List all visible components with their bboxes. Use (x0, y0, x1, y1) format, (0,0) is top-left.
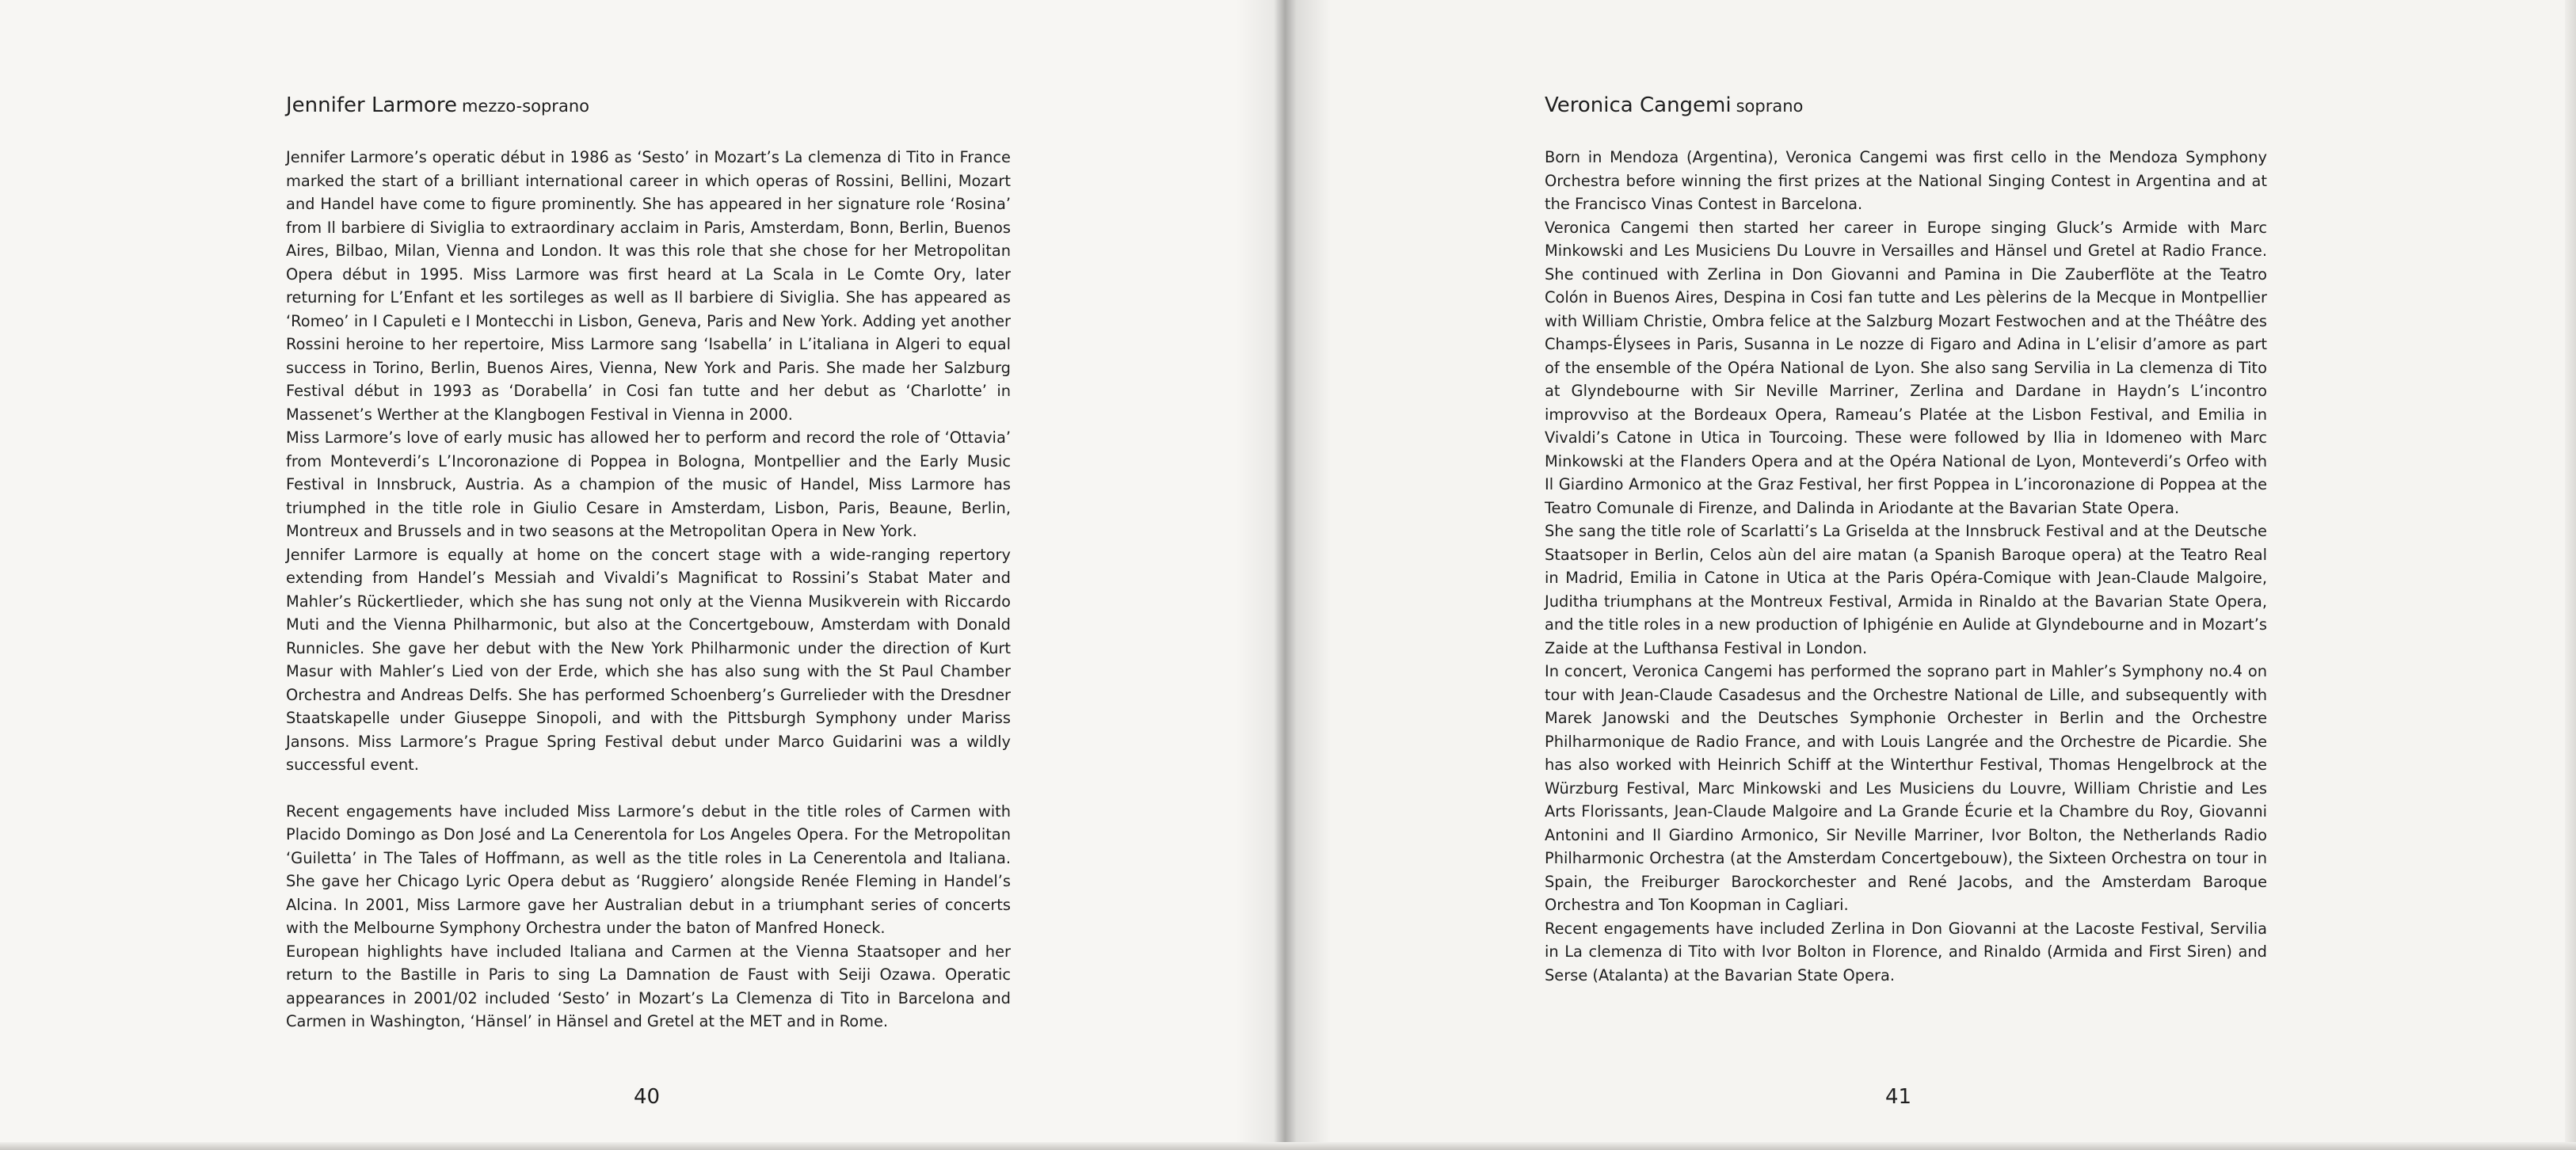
biography-paragraph: Veronica Cangemi then started her career in Europe singing Gluck’s Armide with Marc Minkowski and Les Musiciens Du Louvre in Versailles and Hänsel und Gretel at Radio France. She continued with Zerlina in Don Giovanni and Pamina in Die Zauberflöte at the Teatro Colón in Buenos Aires, Despina in Cosi fan tutte and Les pèlerins de la Mecque in Montpellier with William Christie, Ombra felice at the Salzburg Mozart Festwochen and at the Théâtre des Champs-Élysees in Paris, Susanna in Le nozze di Figaro and Adina in L’elisir d’amore as part of the ensemble of the Opéra National de Lyon. She also sang Servilia in La clemenza di Tito at Glyndebourne with Sir Neville Marriner, Zerlina and Dardane in Haydn’s L’incontro improvviso at the Bordeaux Opera, Rameau’s Platée at the Lisbon Festival, and Emilia in Vivaldi’s Catone in Utica in Tourcoing. These were followed by Ilia in Idomeneo with Marc Minkowski at the Flanders Opera and at the Opéra National de Lyon, Monteverdi’s Orfeo with Il Giardino Armonico at the Graz Festival, her first Poppea in L’incoronazione di Poppea at the Teatro Comunale di Firenze, and Dalinda in Ariodante at the Bavarian State Opera. (1545, 218, 2267, 517)
page-edge-right (2565, 0, 2576, 1150)
voice-type: mezzo-soprano (461, 97, 589, 116)
biography-paragraph: In concert, Veronica Cangemi has performed the soprano part in Mahler’s Symphony no.4 on tour with Jean-Claude Casadesus and the Orchestre National de Lille, and subsequently with Marek Janowski and the Deutsches Symphonie Orchester in Berlin and the Orchestre Philharmonique de Radio France, and with Louis Langrée and the Orchestre de Picardie. She has also worked with Heinrich Schiff at the Winterthur Festival, Thomas Hengelbrock at the Würzburg Festival, Marc Minkowski and Les Musiciens du Louvre, William Christie and Les Arts Florissants, Jean-Claude Malgoire and La Grande Écurie et la Chambre du Roy, Giovanni Antonini and Il Giardino Armonico, Sir Neville Marriner, Ivor Bolton, the Netherlands Radio Philharmonic Orchestra (at the Amsterdam Concertgebouw), the Sixteen Orchestra on tour in Spain, the Freiburger Barockorchester and René Jacobs, and the Amsterdam Baroque Orchestra and Ton Koopman in Cagliari. (1545, 662, 2267, 914)
biography-paragraph: Born in Mendoza (Argentina), Veronica Cangemi was first cello in the Mendoza Symphony Orchestra before winning the first prizes at the National Singing Contest in Argentina and at the Francisco Vinas Contest in Barcelona. (1545, 148, 2267, 213)
voice-type: soprano (1736, 97, 1804, 116)
left-page-text-column (286, 92, 1011, 1034)
artist-name: Jennifer Larmore (286, 93, 457, 117)
biography-paragraph: She sang the title role of Scarlatti’s La Griselda at the Innsbruck Festival and at the Deutsche Staatsoper in Berlin, Celos aùn del aire matan (a Spanish Baroque opera) at the Teatro Real in Madrid, Emilia in Catone in Utica at the Paris Opéra-Comique with Jean-Claude Malgoire, Juditha triumphans at the Montreux Festival, Armida in Rinaldo at the Bavarian State Opera, and the title roles in a new production of Iphigénie en Aulide at Glyndebourne and in Mozart’s Zaide at the Lufthansa Festival in London. (1545, 522, 2267, 657)
biography-paragraph: Miss Larmore’s love of early music has allowed her to perform and record the role of ‘Ottavia’ from Monteverdi’s L’Incoronazione di Poppea in Bologna, Montpellier and the Early Music Festival in Innsbruck, Austria. As a champion of the music of Handel, Miss Larmore has triumphed in the title role in Giulio Cesare in Amsterdam, Lisbon, Paris, Beaune, Berlin, Montreux and Brussels and in two seasons at the Metropolitan Opera in New York. (286, 428, 1011, 540)
right-page-heading (1545, 92, 2267, 120)
page-number: 41 (1885, 1085, 1912, 1109)
biography-paragraph: European highlights have included Italiana and Carmen at the Vienna Staatsoper and her return to the Bastille in Paris to sing La Damnation de Faust with Seiji Ozawa. Operatic appearances in 2001/02 included ‘Sesto’ in Mozart’s La Clemenza di Tito in Barcelona and Carmen in Washington, ‘Hänsel’ in Hänsel and Gretel at the MET and in Rome. (286, 942, 1011, 1030)
biography-paragraph: Recent engagements have included Zerlina in Don Giovanni at the Lacoste Festival, Servilia in La clemenza di Tito with Ivor Bolton in Florence, and Rinaldo (Armida and First Siren) and Serse (Atalanta) at the Bavarian State Opera. (1545, 919, 2267, 984)
biography-paragraph: Jennifer Larmore’s operatic début in 1986 as ‘Sesto’ in Mozart’s La clemenza di Tito in France marked the start of a brilliant international career in which operas of Rossini, Bellini, Mozart and Handel have come to figure prominently. She has appeared in her signature role ‘Rosina’ from Il barbiere di Siviglia to extraordinary acclaim in Paris, Amsterdam, Bonn, Berlin, Buenos Aires, Bilbao, Milan, Vienna and London. It was this role that she chose for her Metropolitan Opera début in 1995. Miss Larmore was first heard at La Scala in Le Comte Ory, later returning for L’Enfant et les sortileges as well as Il barbiere di Siviglia. She has appeared as ‘Romeo’ in I Capuleti e I Montecchi in Lisbon, Geneva, Paris and New York. Adding yet another Rossini heroine to her repertoire, Miss Larmore sang ‘Isabella’ in L’italiana in Algeri to equal success in Torino, Berlin, Buenos Aires, Vienna, New York and Paris. She made her Salzburg Festival début in 1993 as ‘Dorabella’ in Cosi fan tutte and her debut as ‘Charlotte’ in Massenet’s Werther at the Klangbogen Festival in Vienna in 2000. (286, 148, 1011, 424)
page-edge-bottom (0, 1142, 2576, 1150)
artist-name: Veronica Cangemi (1545, 93, 1732, 117)
page-number: 40 (634, 1085, 661, 1109)
biography-paragraph: Recent engagements have included Miss Larmore’s debut in the title roles of Carmen with Placido Domingo as Don José and La Cenerentola for Los Angeles Opera. For the Metropolitan ‘Guiletta’ in The Tales of Hoffmann, as well as the title roles in La Cenerentola and Italiana. She gave her Chicago Lyric Opera debut as ‘Ruggiero’ alongside Renée Fleming in Handel’s Alcina. In 2001, Miss Larmore gave her Australian debut in a triumphant series of concerts with the Melbourne Symphony Orchestra under the baton of Manfred Honeck. (286, 802, 1011, 937)
right-page-text-column (1545, 92, 2267, 987)
left-page-heading (286, 92, 1011, 120)
biography-paragraph: Jennifer Larmore is equally at home on the concert stage with a wide-ranging repertory extending from Handel’s Messiah and Vivaldi’s Magnificat to Rossini’s Stabat Mater and Mahler’s Rückertlieder, which she has sung not only at the Vienna Musikverein with Riccardo Muti and the Vienna Philharmonic, but also at the Concertgebouw, Amsterdam with Donald Runnicles. She gave her debut with the New York Philharmonic under the direction of Kurt Masur with Mahler’s Lied von der Erde, which she has also sung with the St Paul Chamber Orchestra and Andreas Delfs. She has performed Schoenberg’s Gurrelieder with the Dresdner Staatskapelle under Giuseppe Sinopoli, and with the Pittsburgh Symphony under Mariss Jansons. Miss Larmore’s Prague Spring Festival debut under Marco Guidarini was a wildly successful event. (286, 545, 1011, 774)
